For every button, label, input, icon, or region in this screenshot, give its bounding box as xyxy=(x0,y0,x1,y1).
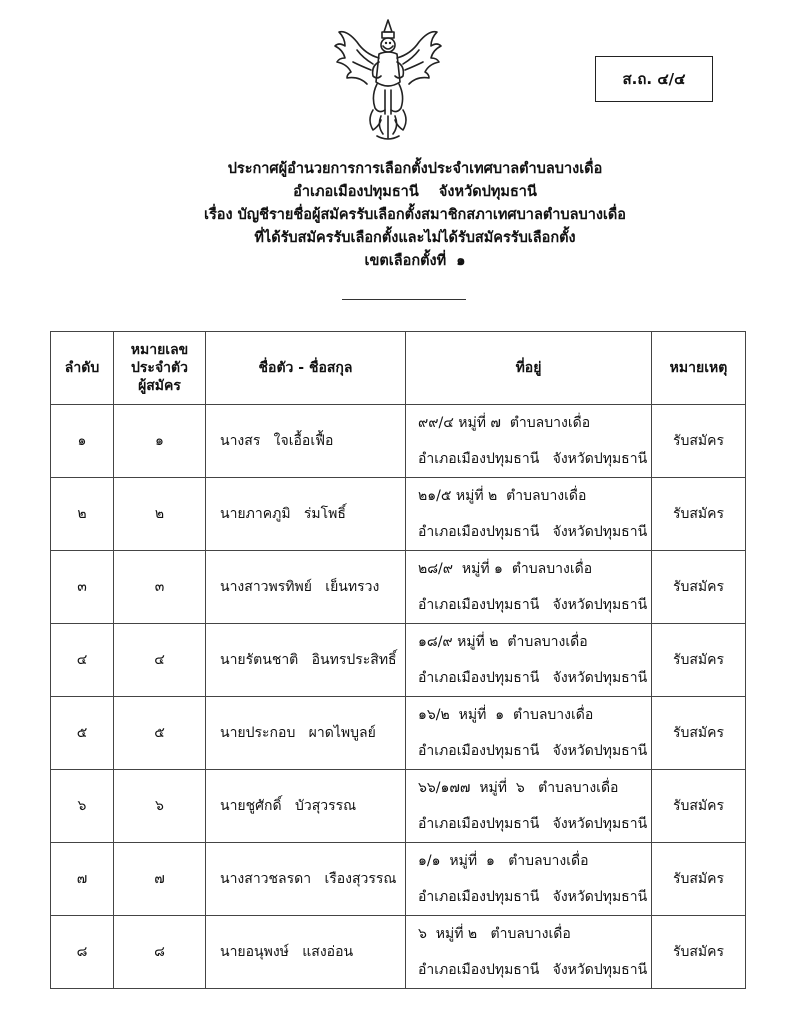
row-address-line-2: อำเภอเมืองปทุมธานี จังหวัดปทุมธานี xyxy=(418,524,648,540)
table-row xyxy=(51,697,746,770)
form-code: ส.ถ. ๔/๔ xyxy=(622,70,686,88)
heading-divider xyxy=(342,299,466,300)
heading-line-4: ที่ได้รับสมัครรับเลือกตั้งและไม่ได้รับสมัครรับเลือกตั้ง xyxy=(254,230,576,246)
row-address-line-2: อำเภอเมืองปทุมธานี จังหวัดปทุมธานี xyxy=(418,889,648,905)
header-remark: หมายเหตุ xyxy=(652,332,746,405)
table-row xyxy=(51,770,746,843)
row-address-line-1: ๖๖/๑๗๗ หมู่ที่ ๖ ตำบลบางเดื่อ xyxy=(418,780,619,796)
row-address-line-2: อำเภอเมืองปทุมธานี จังหวัดปทุมธานี xyxy=(418,597,648,613)
header-number-line-1: หมายเลข xyxy=(130,342,189,358)
row-candidate-number: ๒ xyxy=(114,478,206,551)
row-remark: รับสมัคร xyxy=(652,697,746,770)
header-name: ชื่อตัว - ชื่อสกุล xyxy=(206,332,406,405)
table-row xyxy=(51,478,746,551)
row-address-line-1: ๑/๑ หมู่ที่ ๑ ตำบลบางเดื่อ xyxy=(418,853,589,869)
row-candidate-number: ๖ xyxy=(114,770,206,843)
row-address xyxy=(406,770,652,843)
row-remark: รับสมัคร xyxy=(652,843,746,916)
heading-line-3: เรื่อง บัญชีรายชื่อผู้สมัครรับเลือกตั้งสมาชิกสภาเทศบาลตำบลบางเดื่อ xyxy=(204,207,626,223)
row-address xyxy=(406,478,652,551)
row-candidate-number: ๑ xyxy=(114,405,206,478)
table-row xyxy=(51,916,746,989)
row-candidate-name: นายประกอบ ผาดไพบูลย์ xyxy=(206,697,406,770)
row-candidate-name: นางสาวชลรดา เรืองสุวรรณ xyxy=(206,843,406,916)
row-order: ๘ xyxy=(51,916,114,989)
row-address xyxy=(406,624,652,697)
table-row xyxy=(51,551,746,624)
row-address xyxy=(406,551,652,624)
header-address: ที่อยู่ xyxy=(406,332,652,405)
row-address-line-1: ๒๘/๙ หมู่ที่ ๑ ตำบลบางเดื่อ xyxy=(418,561,593,577)
row-remark: รับสมัคร xyxy=(652,551,746,624)
form-code-box xyxy=(595,56,713,102)
header-order: ลำดับ xyxy=(51,332,114,405)
row-order: ๑ xyxy=(51,405,114,478)
row-address-line-2: อำเภอเมืองปทุมธานี จังหวัดปทุมธานี xyxy=(418,816,648,832)
row-remark: รับสมัคร xyxy=(652,770,746,843)
row-remark: รับสมัคร xyxy=(652,405,746,478)
heading-line-2: อำเภอเมืองปทุมธานี จังหวัดปทุมธานี xyxy=(293,184,537,200)
row-address xyxy=(406,916,652,989)
row-candidate-name: นางสาวพรทิพย์ เย็นทรวง xyxy=(206,551,406,624)
header-number-line-2: ประจำตัว xyxy=(131,360,188,376)
row-candidate-name: นายภาคภูมิ ร่มโพธิ์ xyxy=(206,478,406,551)
row-order: ๔ xyxy=(51,624,114,697)
row-order: ๗ xyxy=(51,843,114,916)
row-address-line-1: ๒๑/๕ หมู่ที่ ๒ ตำบลบางเดื่อ xyxy=(418,488,587,504)
row-address xyxy=(406,843,652,916)
row-address xyxy=(406,697,652,770)
row-address-line-2: อำเภอเมืองปทุมธานี จังหวัดปทุมธานี xyxy=(418,670,648,686)
row-order: ๓ xyxy=(51,551,114,624)
row-address-line-1: ๑๖/๒ หมู่ที่ ๑ ตำบลบางเดื่อ xyxy=(418,707,594,723)
row-candidate-name: นายชูศักดิ์ บัวสุวรรณ xyxy=(206,770,406,843)
row-address-line-1: ๙๙/๔ หมู่ที่ ๗ ตำบลบางเดื่อ xyxy=(418,415,591,431)
row-address-line-2: อำเภอเมืองปทุมธานี จังหวัดปทุมธานี xyxy=(418,451,648,467)
row-address-line-1: ๑๘/๙ หมู่ที่ ๒ ตำบลบางเดื่อ xyxy=(418,634,588,650)
row-order: ๒ xyxy=(51,478,114,551)
row-candidate-number: ๔ xyxy=(114,624,206,697)
table-row xyxy=(51,843,746,916)
table-header-row xyxy=(51,332,746,405)
row-remark: รับสมัคร xyxy=(652,916,746,989)
row-address-line-1: ๖ หมู่ที่ ๒ ตำบลบางเดื่อ xyxy=(418,926,571,942)
row-order: ๖ xyxy=(51,770,114,843)
row-candidate-name: นางสร ใจเอื้อเฟื้อ xyxy=(206,405,406,478)
garuda-emblem-icon xyxy=(333,12,443,147)
row-candidate-name: นายอนุพงษ์ แสงอ่อน xyxy=(206,916,406,989)
announcement-heading xyxy=(150,158,680,273)
row-remark: รับสมัคร xyxy=(652,624,746,697)
candidate-table xyxy=(50,331,746,989)
header-number-line-3: ผู้สมัคร xyxy=(138,378,181,394)
header-candidate-number xyxy=(114,332,206,405)
heading-line-1: ประกาศผู้อำนวยการการเลือกตั้งประจำเทศบาลตำบลบางเดื่อ xyxy=(227,161,603,177)
table-row xyxy=(51,624,746,697)
row-remark: รับสมัคร xyxy=(652,478,746,551)
row-order: ๕ xyxy=(51,697,114,770)
row-candidate-number: ๘ xyxy=(114,916,206,989)
row-address xyxy=(406,405,652,478)
table-row xyxy=(51,405,746,478)
heading-line-5: เขตเลือกตั้งที่ ๑ xyxy=(364,253,466,269)
row-candidate-number: ๓ xyxy=(114,551,206,624)
row-address-line-2: อำเภอเมืองปทุมธานี จังหวัดปทุมธานี xyxy=(418,743,648,759)
row-address-line-2: อำเภอเมืองปทุมธานี จังหวัดปทุมธานี xyxy=(418,962,648,978)
row-candidate-name: นายรัตนชาติ อินทรประสิทธิ์ xyxy=(206,624,406,697)
row-candidate-number: ๗ xyxy=(114,843,206,916)
row-candidate-number: ๕ xyxy=(114,697,206,770)
